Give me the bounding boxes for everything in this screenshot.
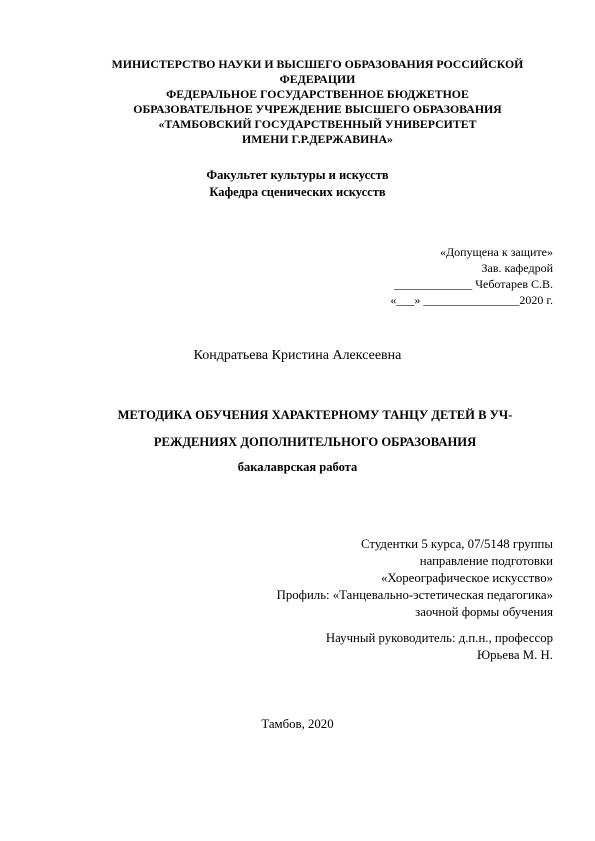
ministry-line: ФЕДЕРАЛЬНОЕ ГОСУДАРСТВЕННОЕ БЮДЖЕТНОЕ (166, 87, 469, 101)
city-year: Тамбов, 2020 (261, 717, 334, 731)
ministry-line: ФЕДЕРАЦИИ (279, 72, 356, 86)
approval-line: _____________ Чеботарев С.В. (394, 277, 553, 291)
student-info-line: Студентки 5 курса, 07/5148 группы (361, 537, 553, 551)
student-info-line: «Хореографическое искусство» (381, 571, 553, 585)
student-info-line: заочной формы обучения (415, 605, 553, 619)
faculty-name: Факультет культуры и искусств (206, 168, 389, 182)
thesis-title (95, 402, 535, 456)
student-info (200, 536, 553, 621)
ministry-header (90, 57, 545, 147)
ministry-line: ОБРАЗОВАТЕЛЬНОЕ УЧРЕЖДЕНИЕ ВЫСШЕГО ОБРАЗОВАНИЯ (133, 102, 502, 116)
student-info-line: направление подготовки (419, 554, 553, 568)
approval-line: «Допущена к защите» (439, 245, 553, 259)
department-name: Кафедра сценических искусств (209, 185, 386, 199)
ministry-line: МИНИСТЕРСТВО НАУКИ И ВЫСШЕГО ОБРАЗОВАНИЯ РОССИЙСКОЙ (111, 57, 524, 71)
student-info-line: Профиль: «Танцевально-эстетическая педагогика» (276, 588, 553, 602)
approval-block (300, 244, 553, 308)
supervisor-info (200, 630, 553, 664)
ministry-line: ИМЕНИ Г.Р.ДЕРЖАВИНА» (242, 132, 393, 146)
thesis-title-line: РЕЖДЕНИЯХ ДОПОЛНИТЕЛЬНОГО ОБРАЗОВАНИЯ (153, 435, 477, 449)
author-name: Кондратьева Кристина Алексеевна (193, 348, 402, 363)
supervisor-line: Научный руководитель: д.п.н., профессор (325, 631, 553, 645)
thesis-title-line: МЕТОДИКА ОБУЧЕНИЯ ХАРАКТЕРНОМУ ТАНЦУ ДЕТЕЙ В УЧ- (117, 408, 513, 422)
approval-line: «___» ________________2020 г. (390, 293, 553, 307)
supervisor-line: Юрьева М. Н. (476, 648, 553, 662)
work-type: бакалаврская работа (237, 460, 358, 474)
approval-line: Зав. кафедрой (481, 261, 553, 275)
faculty-block (0, 167, 595, 201)
ministry-line: «ТАМБОВСКИЙ ГОСУДАРСТВЕННЫЙ УНИВЕРСИТЕТ (158, 117, 477, 131)
